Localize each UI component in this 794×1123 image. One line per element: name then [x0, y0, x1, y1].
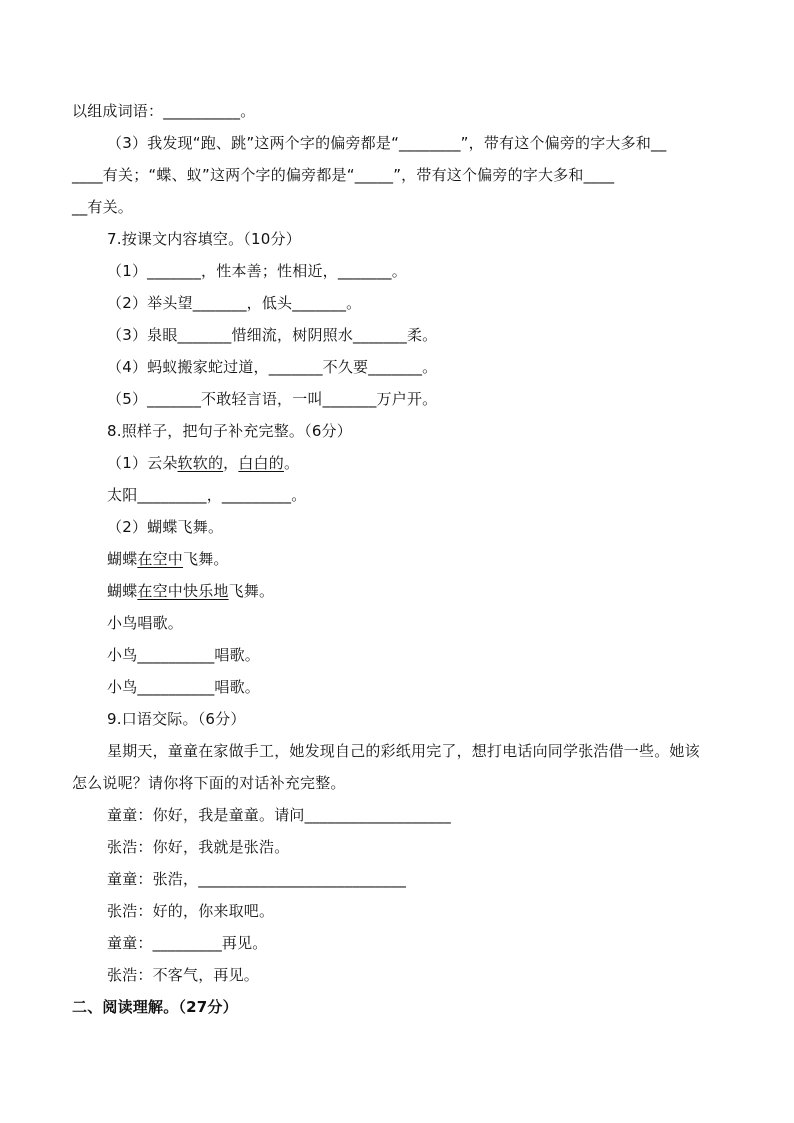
fill-blank-item: （3）泉眼_______惜细流，树阴照水_______柔。 — [107, 326, 438, 344]
example-sentence: 小鸟唱歌。 — [107, 614, 184, 632]
question-heading: 8.照样子，把句子补充完整。（6分） — [107, 422, 352, 440]
underlined-phrase: 白白的 — [238, 454, 284, 472]
dialogue-line: 童童：_________再见。 — [107, 934, 268, 952]
text-line: ____有关；“蝶、蚁”这两个字的偏旁都是“_____”，带有这个偏旁的字大多和____ — [72, 166, 615, 184]
underlined-phrase: 在空中快乐地 — [137, 582, 229, 600]
question-heading: 7.按课文内容填空。（10分） — [107, 230, 301, 248]
underlined-phrase: 在空中 — [137, 550, 184, 568]
sentence-comma: ， — [223, 454, 239, 472]
text-line: 以组成词语：__________。 — [72, 102, 256, 120]
paragraph-line: 星期天，童童在家做手工，她发现自己的彩纸用完了，想打电话向同学张浩借一些。她该 — [107, 742, 700, 760]
section-heading: 二、阅读理解。（27分） — [72, 998, 238, 1016]
fill-blank-item: （2）举头望_______，低头_______。 — [107, 294, 362, 312]
fill-blank-item: 小鸟__________唱歌。 — [107, 678, 261, 696]
dialogue-line: 张浩：你好，我就是张浩。 — [107, 838, 290, 856]
example-sentence — [107, 453, 299, 473]
example-sentence — [107, 581, 274, 601]
fill-blank-item: 小鸟__________唱歌。 — [107, 646, 261, 664]
text-line: （3）我发现“跑、跳”这两个字的偏旁都是“________”，带有这个偏旁的字大多和__ — [107, 134, 667, 152]
fill-blank-item: （4）蚂蚁搬家蛇过道，_______不久要_______。 — [107, 358, 438, 376]
example-sentence: （2）蝴蝶飞舞。 — [107, 518, 224, 536]
dialogue-line: 张浩：好的，你来取吧。 — [107, 902, 275, 920]
sentence-prefix: （1）云朵 — [107, 454, 178, 472]
dialogue-line: 童童：你好，我是童童。请问___________________ — [107, 806, 451, 824]
text-line: __有关。 — [72, 198, 134, 216]
dialogue-line: 童童：张浩，___________________________ — [107, 870, 407, 888]
sentence-prefix: 蝴蝶 — [107, 582, 138, 600]
sentence-end: 飞舞。 — [228, 582, 275, 600]
sentence-prefix: 蝴蝶 — [107, 550, 138, 568]
fill-blank-item: （5）_______不敢轻言语，一叫_______万户开。 — [107, 390, 438, 408]
sentence-end: 飞舞。 — [183, 550, 229, 568]
dialogue-line: 张浩：不客气，再见。 — [107, 966, 260, 984]
example-sentence — [107, 549, 229, 569]
fill-blank-item: 太阳_________，_________。 — [107, 486, 307, 504]
question-heading: 9.口语交际。（6分） — [107, 710, 246, 728]
underlined-phrase: 软软的 — [177, 454, 224, 472]
paragraph-line: 怎么说呢？请你将下面的对话补充完整。 — [72, 774, 346, 792]
fill-blank-item: （1）_______，性本善；性相近，_______。 — [107, 262, 407, 280]
sentence-end: 。 — [283, 454, 300, 472]
